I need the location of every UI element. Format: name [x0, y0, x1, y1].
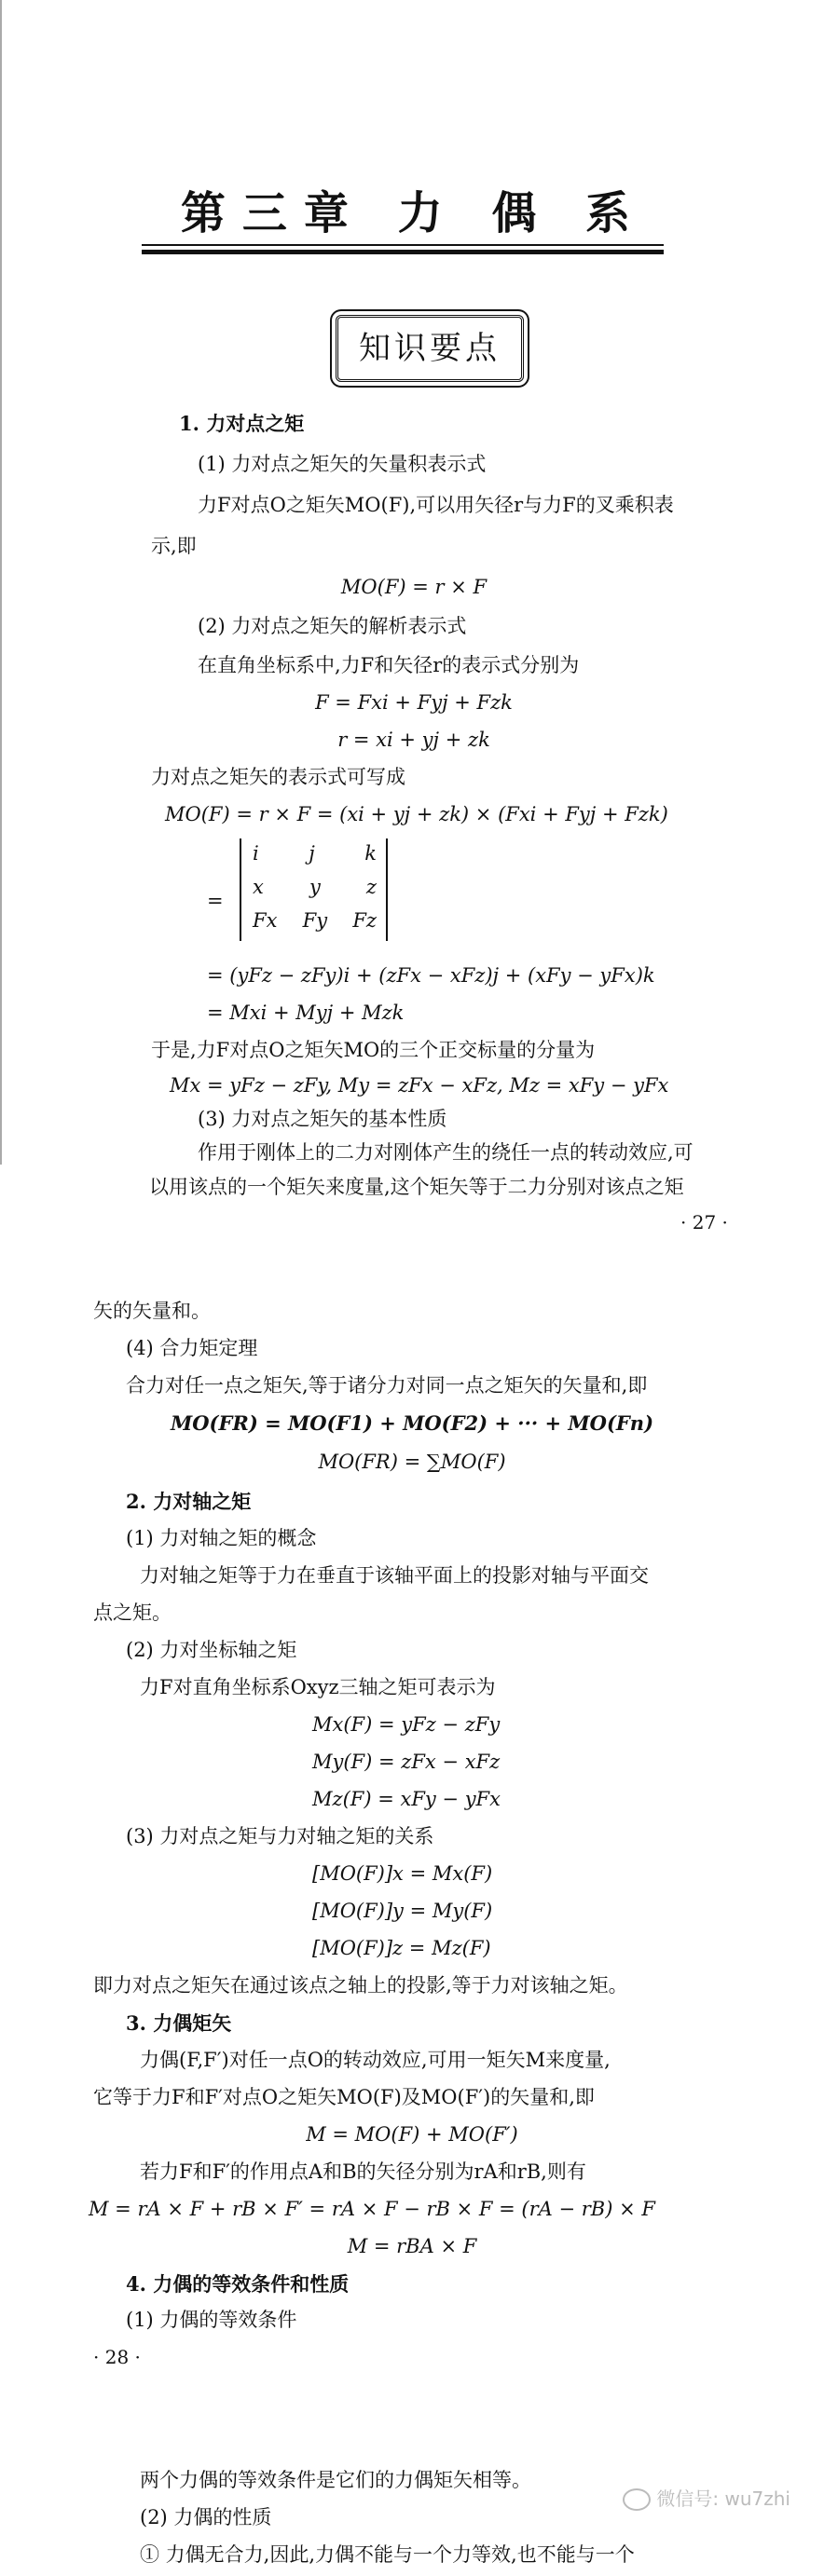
equation: Mx(F) = yFz − zFy — [312, 1713, 501, 1736]
equals-sign: = — [207, 890, 224, 912]
determinant-cell: Fx — [253, 909, 278, 932]
determinant-cell: z — [365, 876, 377, 898]
subsection-heading: (3) 力对点之矩矢的基本性质 — [198, 1108, 447, 1130]
determinant-matrix — [240, 838, 388, 941]
determinant-cell: Fz — [352, 909, 377, 932]
page-29-fragment — [0, 2441, 824, 2576]
determinant-cell: y — [309, 876, 321, 898]
page-number: · 28 · — [93, 2346, 141, 2368]
subsection-heading: (2) 力对点之矩矢的解析表示式 — [198, 615, 467, 637]
text-line: 作用于刚体上的二力对刚体产生的绕任一点的转动效应,可 — [198, 1141, 694, 1164]
subsection-heading: (2) 力对坐标轴之矩 — [126, 1639, 297, 1661]
equation: = (yFz − zFy)i + (zFx − xFz)j + (xFy − yFx)k — [207, 964, 655, 987]
text-line: ① 力偶无合力,因此,力偶不能与一个力等效,也不能与一个 — [140, 2543, 635, 2566]
determinant-cell: j — [309, 842, 315, 865]
text-line: 力对轴之矩等于力在垂直于该轴平面上的投影对轴与平面交 — [140, 1564, 649, 1587]
determinant-row — [253, 876, 377, 898]
equation: [MO(F)]x = Mx(F) — [312, 1862, 493, 1885]
wechat-icon — [623, 2488, 651, 2511]
page-number: · 27 · — [680, 1211, 728, 1233]
page-27 — [0, 0, 824, 1165]
key-points-box: 知识要点 — [336, 315, 524, 382]
equation: My(F) = zFx − xFz — [312, 1751, 501, 1773]
text-line: 即力对点之矩矢在通过该点之轴上的投影,等于力对该轴之矩。 — [93, 1974, 628, 1997]
title-rule-thin — [142, 244, 664, 246]
section-heading: 3. 力偶矩矢 — [126, 2011, 232, 2035]
section-heading: 4. 力偶的等效条件和性质 — [126, 2272, 350, 2296]
section-heading: 1. 力对点之矩 — [179, 412, 305, 435]
determinant-cell: i — [253, 842, 259, 865]
text-line: 在直角坐标系中,力F和矢径r的表示式分别为 — [198, 654, 580, 676]
determinant-row — [253, 842, 377, 865]
text-line: 示,即 — [151, 535, 197, 557]
text-line: 若力F和F′的作用点A和B的矢径分别为rA和rB,则有 — [140, 2160, 586, 2183]
subsection-heading: (2) 力偶的性质 — [140, 2506, 272, 2528]
page-28 — [0, 1300, 824, 2320]
equation: Mz(F) = xFy − yFx — [312, 1788, 501, 1810]
determinant-cell: Fy — [302, 909, 328, 932]
subsection-heading: (1) 力偶的等效条件 — [126, 2309, 297, 2331]
determinant-cell: x — [253, 876, 264, 898]
watermark-text: 微信号: wu7zhi — [656, 2487, 790, 2510]
determinant-row — [253, 909, 377, 932]
text-line: 它等于力F和F′对点O之矩矢MO(F)及MO(F′)的矢量和,即 — [93, 2086, 595, 2108]
equation: [MO(F)]y = My(F) — [312, 1900, 493, 1922]
determinant-cell: k — [364, 842, 377, 865]
text-line: 矢的矢量和。 — [93, 1300, 211, 1322]
equation: MO(FR) = ∑MO(F) — [318, 1451, 506, 1473]
equation: F = Fxi + Fyj + Fzk — [315, 691, 513, 714]
subsection-heading: (4) 合力矩定理 — [126, 1337, 258, 1359]
equation: M = rA × F + rB × F′ = rA × F − rB × F = (rA − rB) × F — [89, 2198, 655, 2220]
equation: M = rBA × F — [347, 2235, 477, 2257]
equation: [MO(F)]z = Mz(F) — [312, 1937, 491, 1959]
text-line: 两个力偶的等效条件是它们的力偶矩矢相等。 — [140, 2469, 531, 2491]
equation: = Mxi + Myj + Mzk — [207, 1002, 405, 1024]
subsection-heading: (1) 力对点之矩矢的矢量积表示式 — [198, 453, 487, 475]
chapter-title: 第三章 力 偶 系 — [180, 187, 648, 239]
text-line: 力F对直角坐标系Oxyz三轴之矩可表示为 — [140, 1676, 496, 1698]
equation: Mx = yFz − zFy, My = zFx − xFz, Mz = xFy − yFx — [170, 1074, 669, 1097]
equation: MO(F) = r × F — [340, 576, 488, 598]
text-line: 力偶(F,F′)对任一点O的转动效应,可用一矩矢M来度量, — [140, 2049, 611, 2071]
equation: r = xi + yj + zk — [337, 729, 490, 751]
equation: M = MO(F) + MO(F′) — [306, 2123, 518, 2146]
text-line: 于是,力F对点O之矩矢MO的三个正交标量的分量为 — [151, 1039, 596, 1061]
equation: MO(F) = r × F = (xi + yj + zk) × (Fxi + Fyj + Fzk) — [165, 803, 668, 825]
title-rule-thick — [142, 250, 664, 254]
text-line: 力F对点O之矩矢MO(F),可以用矢径r与力F的叉乘积表 — [198, 494, 674, 516]
text-line: 以用该点的一个矩矢来度量,这个矩矢等于二力分别对该点之矩 — [149, 1176, 684, 1198]
text-line: 合力对任一点之矩矢,等于诸分力对同一点之矩矢的矢量和,即 — [126, 1374, 648, 1397]
text-line: 点之矩。 — [93, 1601, 172, 1624]
equation: MO(FR) = MO(F1) + MO(F2) + ··· + MO(Fn) — [170, 1411, 654, 1435]
section-heading: 2. 力对轴之矩 — [126, 1490, 252, 1513]
subsection-heading: (3) 力对点之矩与力对轴之矩的关系 — [126, 1825, 434, 1847]
text-line: 力对点之矩矢的表示式可写成 — [151, 766, 405, 788]
wechat-watermark — [623, 2484, 790, 2512]
subsection-heading: (1) 力对轴之矩的概念 — [126, 1527, 317, 1549]
